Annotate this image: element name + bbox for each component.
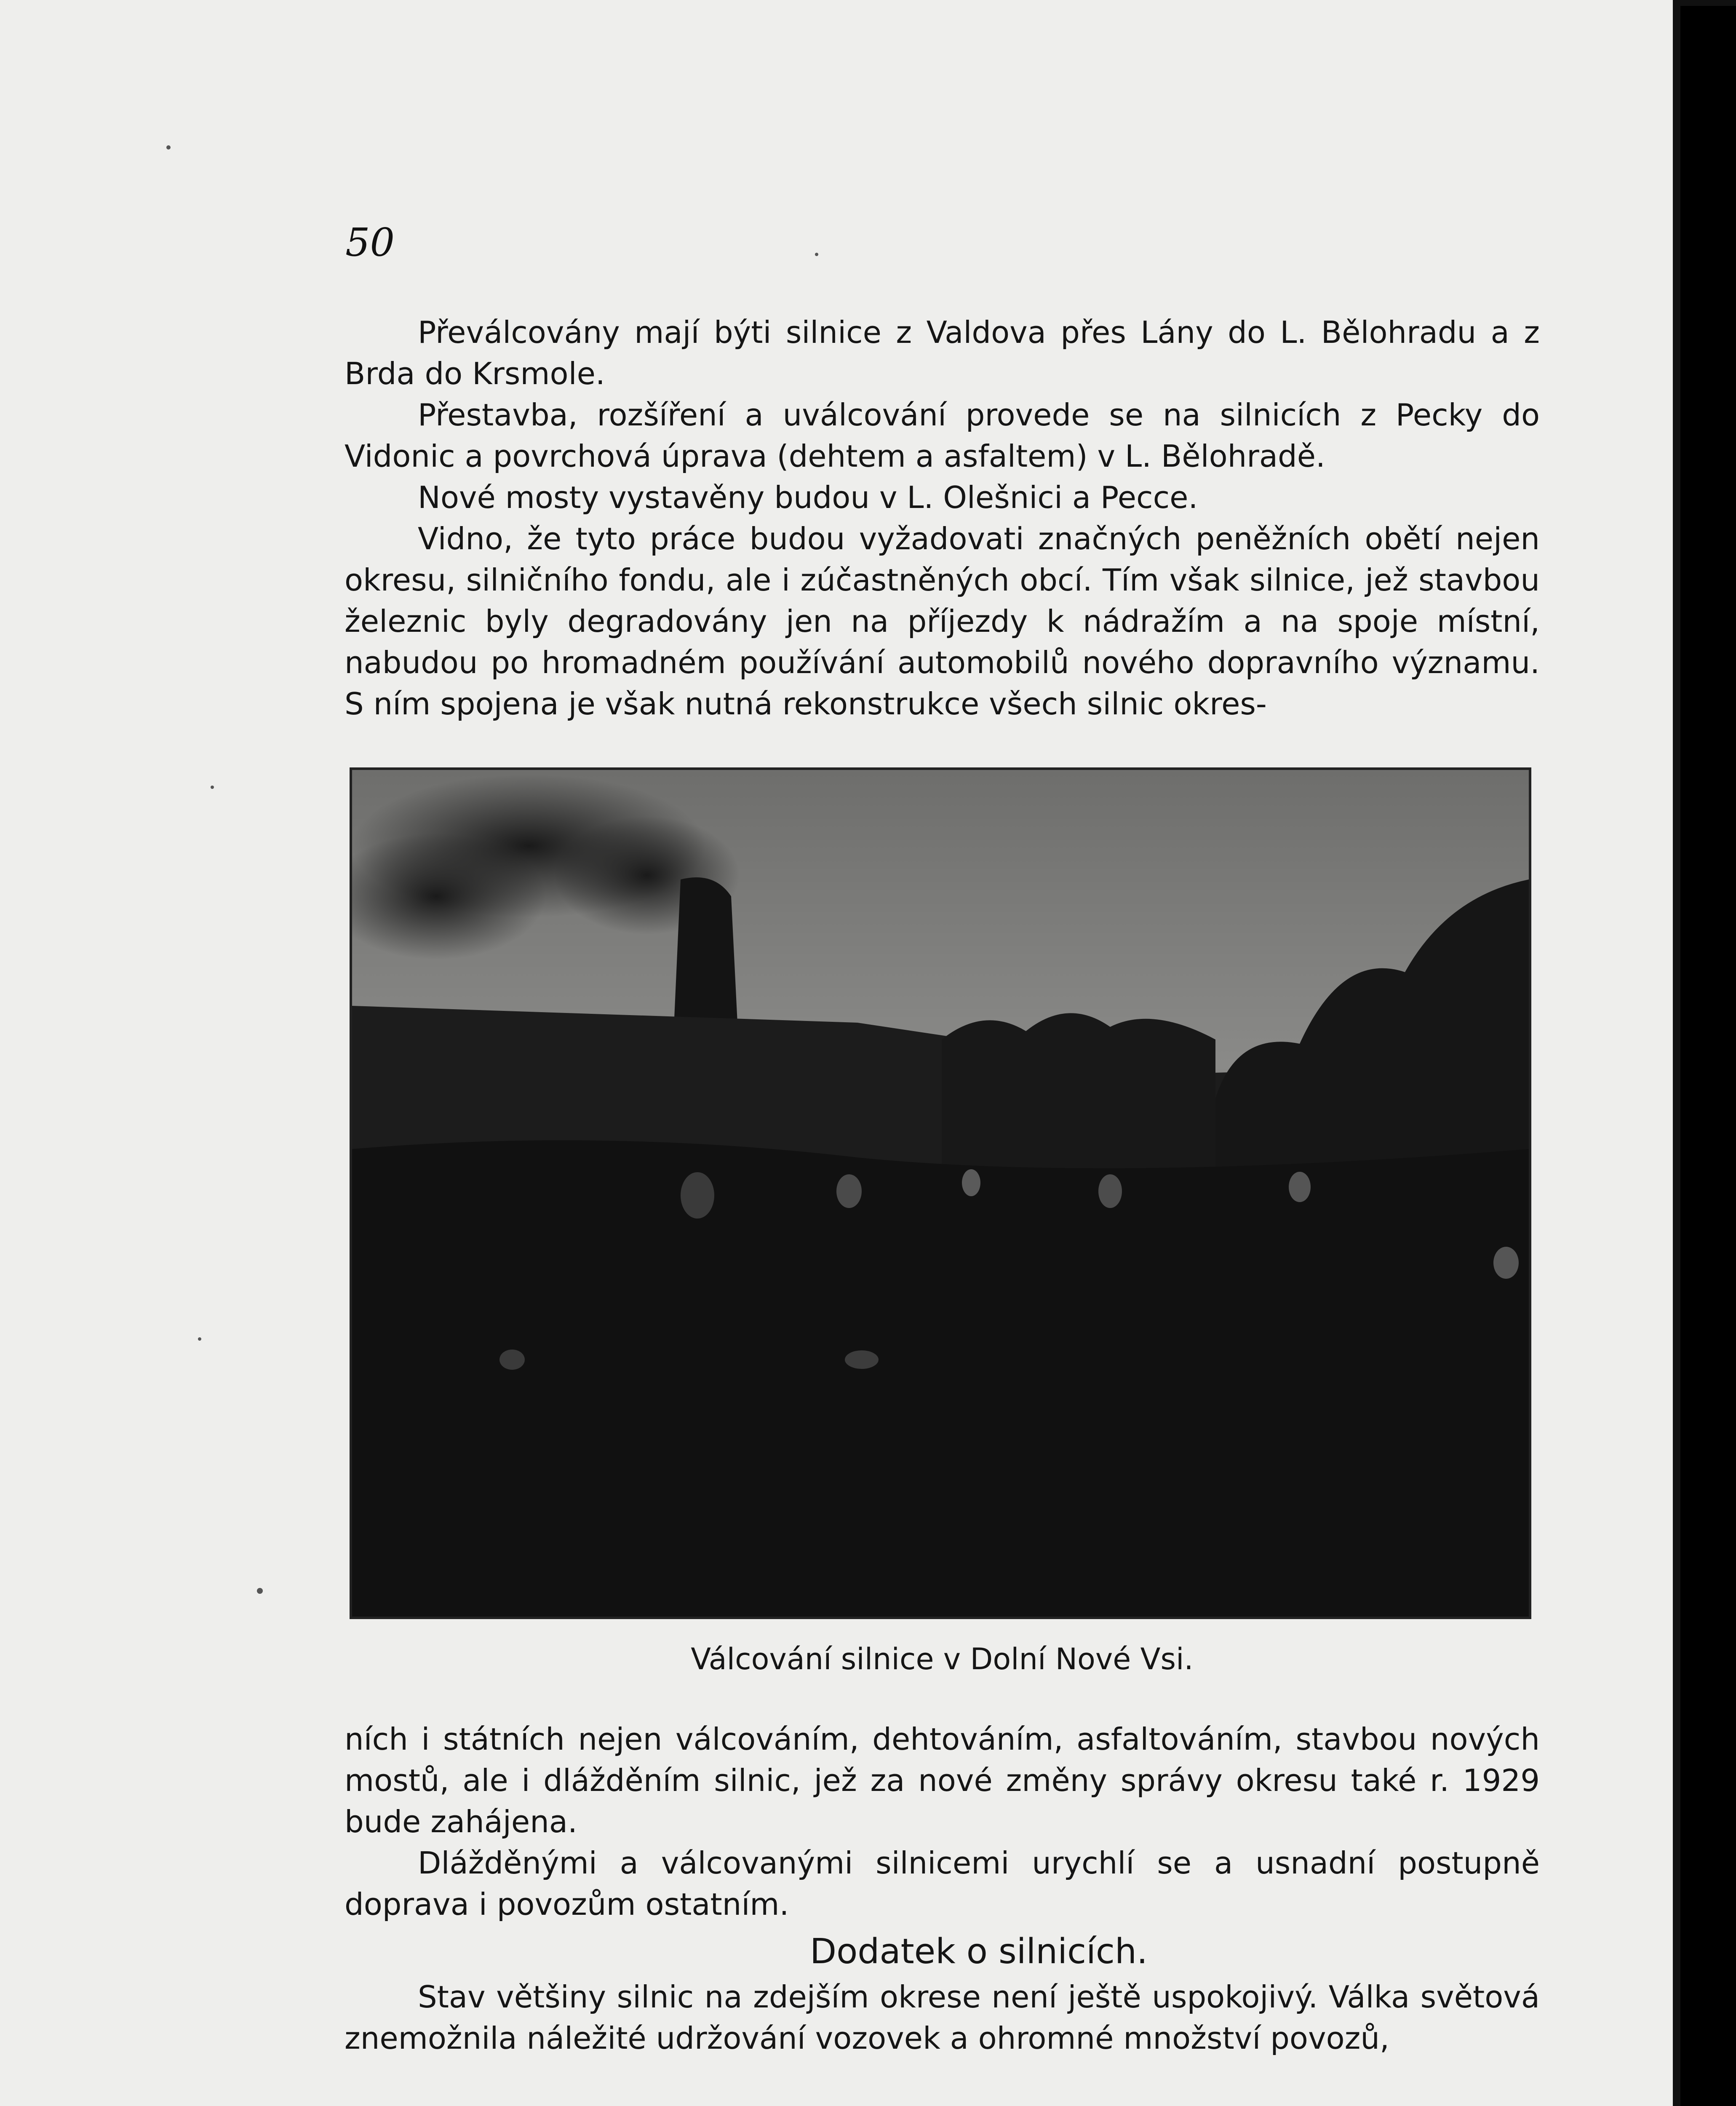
- paragraph: Převálcovány mají býti silnice z Valdova přes Lány do L. Bělohradu a z Brda do Krsmole.: [345, 315, 1540, 391]
- photo-caption: Válcování silnice v Dolní Nové Vsi.: [691, 1642, 1194, 1676]
- scan-dust: [211, 786, 214, 789]
- section-heading: Dodatek o silnicích.: [809, 1932, 1148, 1972]
- paragraph: Vidno, že tyto práce budou vyžadovati značných peněžních obětí nejen okresu, silničního fondu, ale i zúčastněných obcí. Tím však silnice, jež stavbou železnic byly degradovány jen na příjezdy k nádražím a na spoje místní, nabudou po hromadném používání automobilů nového dopravního významu. S ním spojena je však nutná rekonstrukce všech silnic okres-: [345, 521, 1540, 722]
- scan-dust: [198, 1337, 201, 1341]
- page-number: 50: [345, 220, 395, 265]
- scan-dust: [815, 253, 818, 256]
- paragraph: Přestavba, rozšíření a uválcování provede se na silnicích z Pecky do Vidonic a povrchová úprava (dehtem a asfaltem) v L. Bělohradě.: [345, 397, 1540, 474]
- photograph-image: [352, 770, 1529, 1617]
- paragraph: ních i státních nejen válcováním, dehtováním, asfaltováním, stavbou nových mostů, ale i dlážděním silnic, jež za nové změny správy okresu také r. 1929 bude zahájena.: [345, 1721, 1540, 1839]
- photograph-road-rolling: [350, 767, 1531, 1619]
- scan-dust: [257, 1588, 263, 1594]
- paragraph: Stav většiny silnic na zdejším okrese není ještě uspokojivý. Válka světová znemožnila náležité udržování vozovek a ohromné množství povozů,: [345, 1979, 1540, 2056]
- body-text-bottom: [345, 1718, 1540, 2059]
- paragraph: Nové mosty vystavěny budou v L. Olešnici a Pecce.: [418, 480, 1198, 515]
- body-text-top: [345, 312, 1540, 724]
- scan-dust: [166, 145, 171, 150]
- paragraph: Dlážděnými a válcovanými silnicemi urychlí se a usnadní postupně doprava i povozům ostatním.: [345, 1845, 1540, 1922]
